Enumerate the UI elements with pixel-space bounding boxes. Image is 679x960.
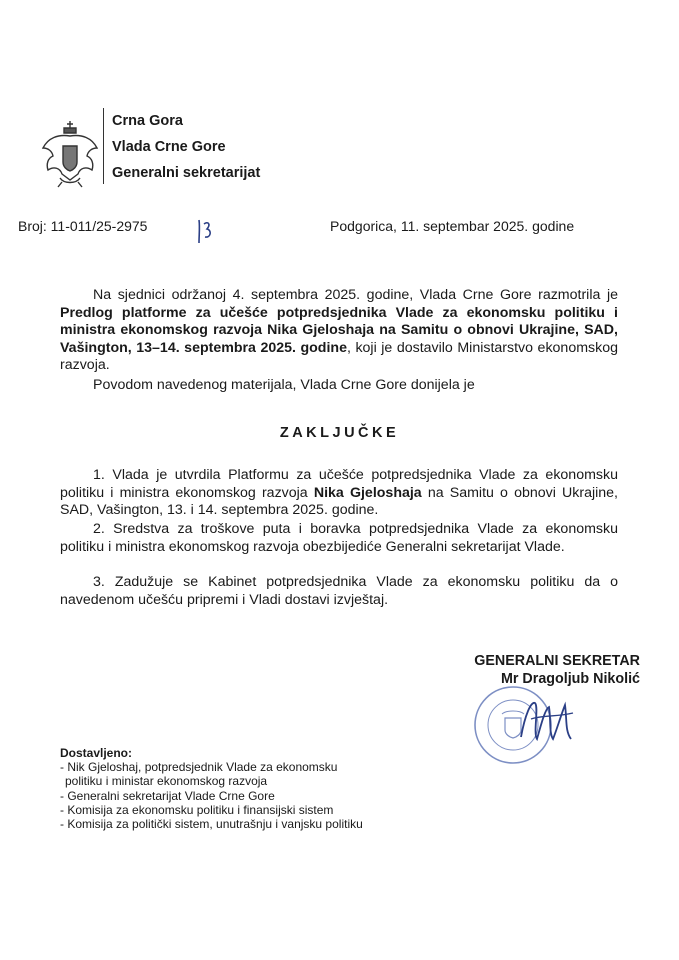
reference-number: Broj: 11-011/25-2975 [18, 218, 148, 234]
conclusion-3: 3. Zadužuje se Kabinet potpredsjednika Vlade za ekonomsku politiku da o navedenom učešću pripremi i Vladi dostavi izvještaj. [60, 574, 618, 608]
conclusion-1-text-end: na Samitu o obnovi Ukrajine, SAD, Vašington, 13. i 14. septembra 2025. godine. [60, 484, 618, 518]
signatory-name: Mr Dragoljub Nikolić [500, 671, 640, 687]
intro-decision-line: Povodom navedenog materijala, Vlada Crne Gore donijela je [93, 377, 475, 393]
conclusion-2: 2. Sredstva za troškove puta i boravka potpredsjednika Vlade za ekonomsku politiku i ministra ekonomskog razvoja obezbijediće Generalni sekretarijat Vlade. [60, 521, 618, 555]
conclusion-1-name: Nika Gjeloshaja [313, 484, 422, 501]
intro-text-start: Na sjednici održanoj 4. septembra 2025. godine, Vlada Crne Gore razmotrila je [93, 287, 618, 303]
distribution-item: politiku i ministar ekonomskog razvoja [65, 774, 268, 789]
intro-paragraph [60, 287, 618, 375]
intro-text-end: , koji je dostavilo Ministarstvo ekonomskog razvoja. [60, 339, 618, 373]
conclusions-heading: ZAKLJUČKE [279, 425, 400, 441]
intro-bold-title: Predlog platforme za učešće potpredsjednika Vlade za ekonomsku politiku i ministra ekonomskog razvoja Nika Gjeloshaja na Samitu o obnovi Ukrajine, SAD, Vašington, 13–14. septembra 2025. godine [60, 304, 618, 356]
conclusion-1-text: 1. Vlada je utvrdila Platformu za učešće potpredsjednika Vlade za ekonomsku politiku i ministra ekonomskog razvoja [60, 467, 618, 501]
distribution-item: - Komisija za ekonomsku politiku i finansijski sistem [60, 802, 334, 817]
signature-block [420, 652, 640, 688]
handwritten-suffix [196, 218, 214, 244]
conclusion-1 [60, 467, 618, 520]
handwritten-signature [515, 695, 577, 747]
coat-of-arms-emblem [38, 118, 102, 190]
letterhead [112, 108, 260, 186]
place-and-date: Podgorica, 11. septembar 2025. godine [330, 218, 575, 234]
distribution-item: - Nik Gjeloshaj, potpredsjednik Vlade za ekonomsku [60, 760, 338, 775]
distribution-item: - Generalni sekretarijat Vlade Crne Gore [60, 788, 275, 803]
signatory-role: GENERALNI SEKRETAR [474, 653, 640, 669]
country-name: Crna Gora [112, 113, 183, 129]
header-divider [103, 108, 104, 184]
distribution-list [60, 746, 363, 831]
office-name: Generalni sekretarijat [112, 165, 261, 181]
distribution-item: - Komisija za politički sistem, unutrašnju i vanjsku politiku [60, 817, 363, 832]
distribution-title: Dostavljeno: [60, 746, 133, 760]
government-name: Vlada Crne Gore [112, 139, 226, 155]
